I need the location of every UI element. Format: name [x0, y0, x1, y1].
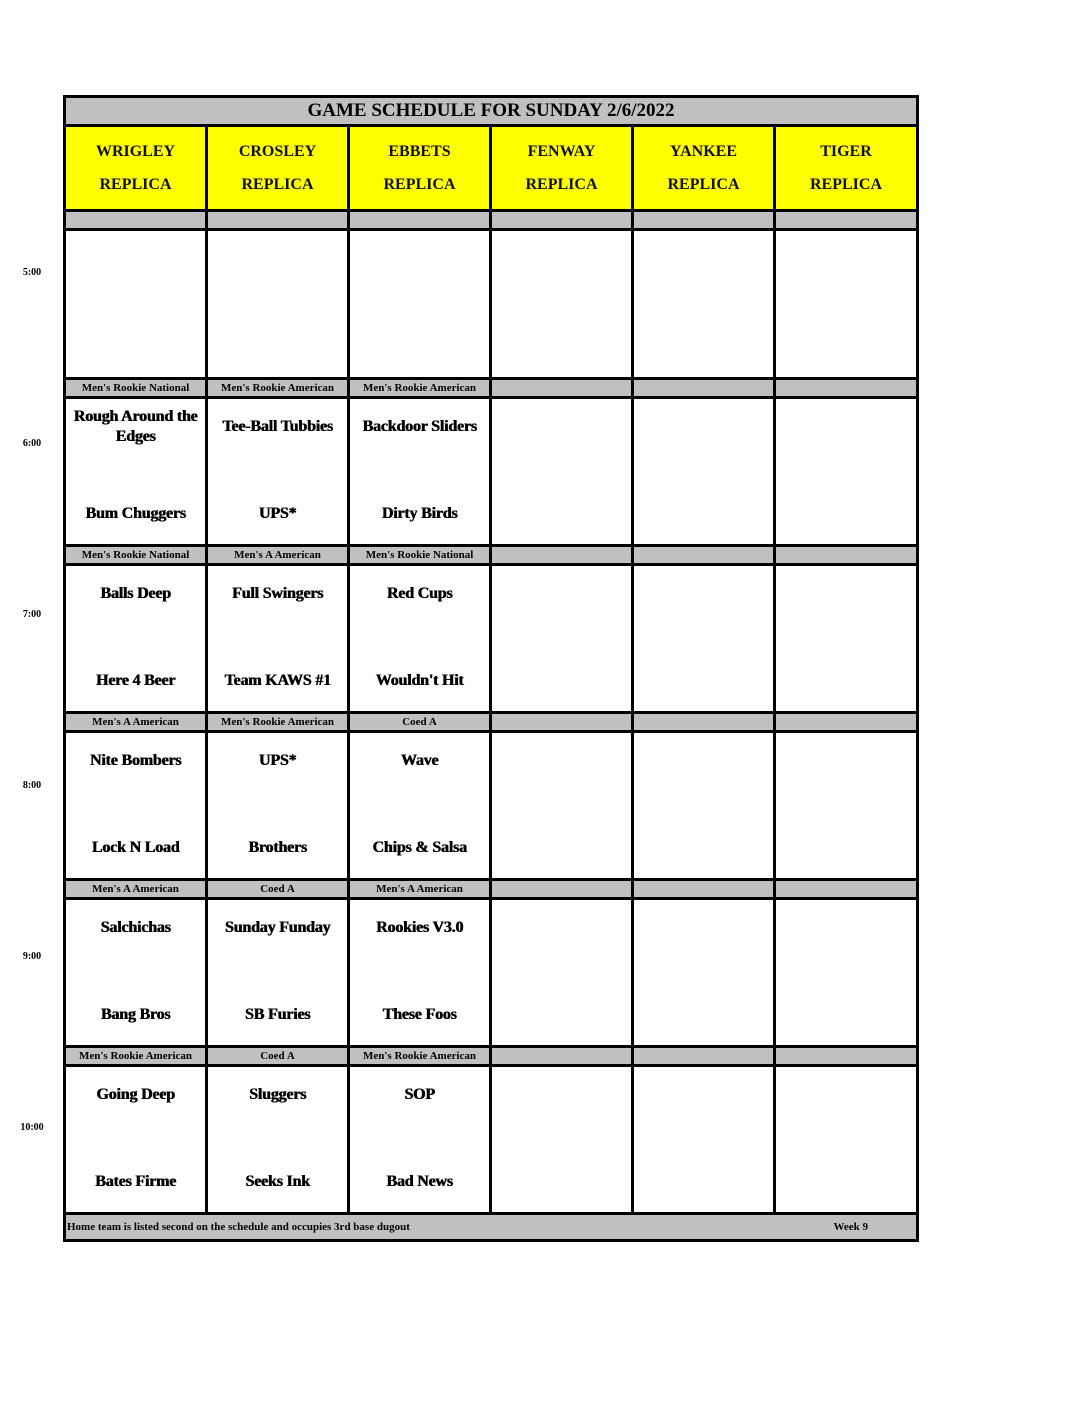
game-cell	[349, 1066, 491, 1214]
division-label	[491, 1047, 633, 1066]
home-team	[776, 496, 916, 532]
home-team: Lock N Load	[91, 839, 180, 856]
division-label	[633, 880, 775, 899]
away-team	[634, 1075, 773, 1115]
division-row	[65, 379, 918, 398]
home-team	[492, 830, 631, 866]
home-team: Seeks Ink	[245, 1173, 310, 1190]
away-team: Red Cups	[386, 585, 453, 602]
field-name: YANKEE	[670, 143, 737, 160]
away-team: Salchichas	[100, 919, 171, 936]
field-name: FENWAY	[527, 143, 596, 160]
game-cell	[207, 230, 349, 379]
away-team: Full Swingers	[231, 585, 324, 602]
week-label: Week 9	[833, 1221, 868, 1233]
home-team: Bum Chuggers	[85, 505, 186, 522]
division-label	[633, 546, 775, 565]
game-cell	[491, 732, 633, 880]
game-cell	[65, 1066, 207, 1214]
division-row	[65, 1047, 918, 1066]
spacer-cell	[633, 211, 775, 230]
division-row	[65, 713, 918, 732]
footer	[65, 1214, 918, 1241]
division-label: Coed A	[207, 1047, 349, 1066]
away-team: Rough Around the Edges	[73, 408, 198, 445]
game-cell	[207, 899, 349, 1047]
away-team	[492, 908, 631, 948]
away-team: SOP	[404, 1086, 435, 1103]
game-cell	[775, 398, 918, 546]
away-team	[776, 574, 916, 614]
division-label: Coed A	[349, 713, 491, 732]
away-team: Going Deep	[96, 1086, 175, 1103]
away-team	[634, 407, 773, 447]
away-team	[492, 574, 631, 614]
home-team	[492, 496, 631, 532]
field-header-tiger	[775, 126, 918, 211]
game-cell	[349, 899, 491, 1047]
away-team: Backdoor Sliders	[362, 418, 477, 435]
away-team	[776, 741, 916, 781]
game-cell	[633, 565, 775, 713]
division-label: Men's Rookie National	[65, 546, 207, 565]
away-team: Nite Bombers	[89, 752, 182, 769]
division-label: Men's A American	[65, 880, 207, 899]
spacer-cell	[207, 211, 349, 230]
game-cell	[207, 1066, 349, 1214]
division-label	[491, 880, 633, 899]
game-row	[65, 565, 918, 713]
field-header-fenway	[491, 126, 633, 211]
time-label: 9:00	[22, 951, 42, 962]
game-cell	[65, 230, 207, 379]
home-team	[776, 1164, 916, 1200]
game-cell	[349, 732, 491, 880]
field-name: EBBETS	[388, 143, 451, 160]
game-cell	[633, 398, 775, 546]
away-team: Wave	[400, 752, 439, 769]
home-team: Team KAWS #1	[224, 672, 331, 689]
home-team	[492, 663, 631, 699]
game-cell	[491, 230, 633, 379]
away-team	[492, 1075, 631, 1115]
home-team	[492, 997, 631, 1033]
game-row	[65, 732, 918, 880]
division-label	[633, 379, 775, 398]
division-label: Men's A American	[65, 713, 207, 732]
field-sub: REPLICA	[667, 176, 740, 193]
home-team: UPS*	[258, 505, 297, 522]
division-label: Men's Rookie American	[349, 379, 491, 398]
game-cell	[349, 398, 491, 546]
spacer-cell	[65, 211, 207, 230]
away-team: Sluggers	[248, 1086, 307, 1103]
time-label: 8:00	[22, 780, 42, 791]
away-team: Tee-Ball Tubbies	[222, 418, 333, 435]
game-cell	[775, 230, 918, 379]
away-team	[492, 407, 631, 447]
home-team	[776, 663, 916, 699]
away-team: Sunday Funday	[224, 919, 331, 936]
division-label: Coed A	[207, 880, 349, 899]
home-team: Here 4 Beer	[95, 672, 176, 689]
away-team	[492, 741, 631, 781]
division-label	[775, 546, 918, 565]
field-sub: REPLICA	[809, 176, 882, 193]
game-cell	[491, 899, 633, 1047]
field-sub: REPLICA	[241, 176, 314, 193]
game-row	[65, 1066, 918, 1214]
game-cell	[775, 1066, 918, 1214]
time-label: 6:00	[22, 438, 42, 449]
time-column	[0, 0, 64, 1408]
home-team: SB Furies	[244, 1006, 311, 1023]
division-label: Men's Rookie American	[65, 1047, 207, 1066]
game-cell	[633, 899, 775, 1047]
game-cell	[65, 398, 207, 546]
division-label: Men's A American	[207, 546, 349, 565]
home-team: Wouldn't Hit	[375, 672, 464, 689]
division-label	[775, 1047, 918, 1066]
spacer-cell	[349, 211, 491, 230]
time-label: 10:00	[20, 1122, 44, 1133]
field-sub: REPLICA	[383, 176, 456, 193]
game-cell	[207, 398, 349, 546]
field-sub: REPLICA	[99, 176, 172, 193]
home-team	[634, 830, 773, 866]
division-label	[633, 1047, 775, 1066]
division-label	[491, 713, 633, 732]
spacer-cell	[491, 211, 633, 230]
home-team	[634, 663, 773, 699]
home-team: Chips & Salsa	[372, 839, 467, 856]
game-row	[65, 398, 918, 546]
game-cell	[65, 565, 207, 713]
home-team: These Foos	[382, 1006, 457, 1023]
division-label	[775, 713, 918, 732]
game-cell	[775, 732, 918, 880]
game-cell	[775, 899, 918, 1047]
game-cell	[633, 230, 775, 379]
division-label	[775, 880, 918, 899]
away-team: Rookies V3.0	[375, 919, 464, 936]
game-cell	[65, 899, 207, 1047]
game-row	[65, 899, 918, 1047]
home-team	[634, 1164, 773, 1200]
game-cell	[207, 732, 349, 880]
page-title: GAME SCHEDULE FOR SUNDAY 2/6/2022	[65, 97, 918, 126]
home-team: Bates Firme	[95, 1173, 176, 1190]
away-team	[776, 908, 916, 948]
field-header-ebbets	[349, 126, 491, 211]
game-cell	[349, 230, 491, 379]
away-team	[634, 908, 773, 948]
field-header-crosley	[207, 126, 349, 211]
division-label: Men's Rookie National	[349, 546, 491, 565]
game-cell	[65, 732, 207, 880]
field-name: CROSLEY	[238, 143, 317, 160]
spacer-cell	[775, 211, 918, 230]
home-team: Bad News	[386, 1173, 453, 1190]
division-row	[65, 880, 918, 899]
game-cell	[775, 565, 918, 713]
away-team	[634, 574, 773, 614]
away-team	[634, 741, 773, 781]
game-cell	[491, 1066, 633, 1214]
division-label	[633, 713, 775, 732]
division-label: Men's A American	[349, 880, 491, 899]
away-team: Balls Deep	[100, 585, 171, 602]
home-team: Brothers	[248, 839, 307, 856]
home-team	[776, 830, 916, 866]
away-team	[776, 1075, 916, 1115]
field-name: WRIGLEY	[95, 143, 176, 160]
away-team: UPS*	[258, 752, 297, 769]
home-team: Bang Bros	[100, 1006, 171, 1023]
division-row	[65, 546, 918, 565]
game-cell	[491, 398, 633, 546]
home-team	[634, 496, 773, 532]
away-team	[776, 407, 916, 447]
time-label: 7:00	[22, 609, 42, 620]
division-label	[775, 379, 918, 398]
division-label: Men's Rookie National	[65, 379, 207, 398]
game-cell	[633, 1066, 775, 1214]
field-sub: REPLICA	[525, 176, 598, 193]
home-team: Dirty Birds	[381, 505, 458, 522]
division-label: Men's Rookie American	[207, 379, 349, 398]
game-cell	[491, 565, 633, 713]
footer-note: Home team is listed second on the schedule and occupies 3rd base dugout	[67, 1221, 410, 1233]
time-label: 5:00	[22, 267, 42, 278]
division-label: Men's Rookie American	[207, 713, 349, 732]
home-team	[776, 997, 916, 1033]
schedule-table	[63, 95, 919, 1242]
field-header-wrigley	[65, 126, 207, 211]
field-header-yankee	[633, 126, 775, 211]
game-cell	[633, 732, 775, 880]
home-team	[634, 997, 773, 1033]
field-name: TIGER	[820, 143, 872, 160]
division-label	[491, 546, 633, 565]
game-cell	[349, 565, 491, 713]
division-label: Men's Rookie American	[349, 1047, 491, 1066]
game-cell	[207, 565, 349, 713]
division-label	[491, 379, 633, 398]
home-team	[492, 1164, 631, 1200]
